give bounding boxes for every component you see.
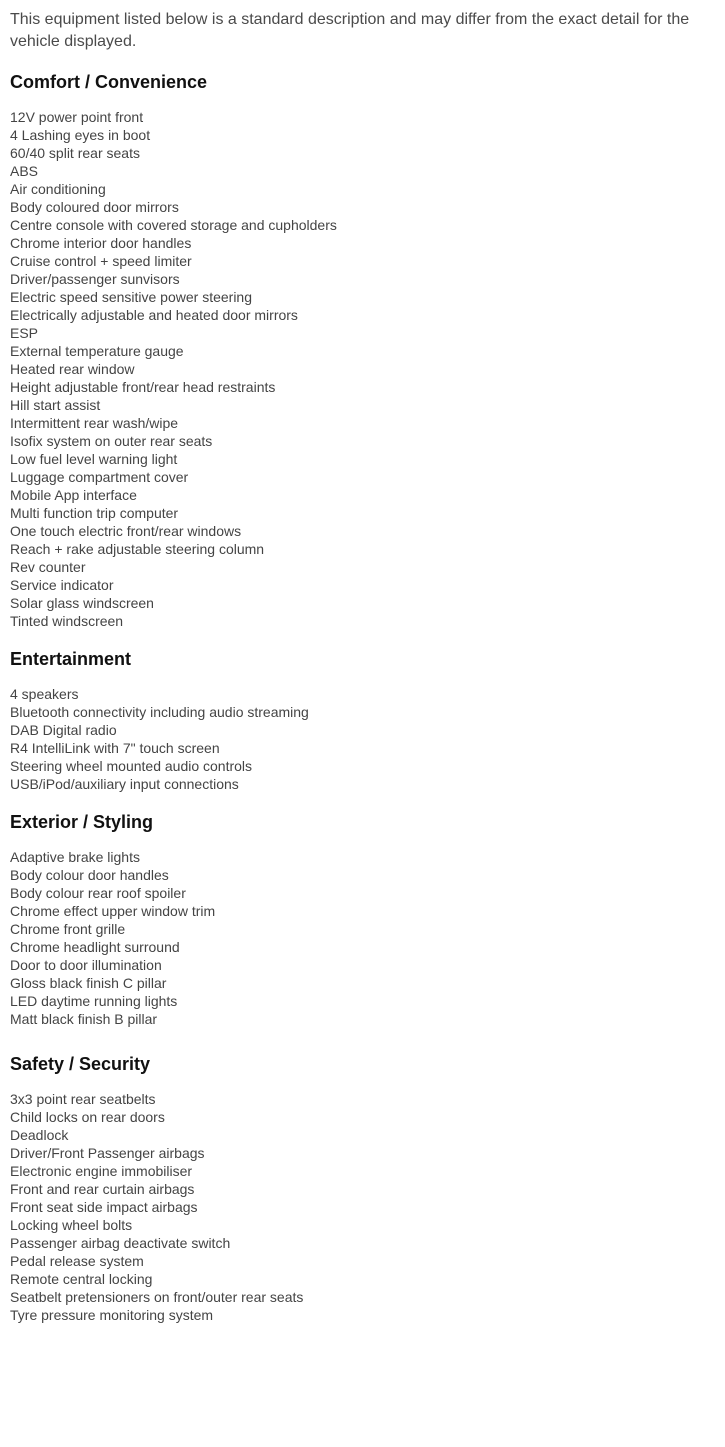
equipment-item: Chrome front grille — [10, 921, 126, 937]
equipment-item: Bluetooth connectivity including audio streaming — [10, 704, 309, 720]
equipment-item: Chrome headlight surround — [10, 939, 180, 955]
equipment-item: Mobile App interface — [10, 487, 137, 503]
equipment-item: Matt black finish B pillar — [10, 1011, 158, 1027]
equipment-item: Body colour door handles — [10, 867, 169, 883]
equipment-item: Chrome effect upper window trim — [10, 903, 216, 919]
equipment-item: Reach + rake adjustable steering column — [10, 541, 265, 557]
equipment-item: Driver/passenger sunvisors — [10, 271, 180, 287]
equipment-item: Seatbelt pretensioners on front/outer rear seats — [10, 1289, 304, 1305]
equipment-item: Driver/Front Passenger airbags — [10, 1145, 205, 1161]
equipment-item: 4 speakers — [10, 686, 79, 702]
equipment-item: Steering wheel mounted audio controls — [10, 758, 253, 774]
equipment-item: 12V power point front — [10, 109, 144, 125]
equipment-item: Front and rear curtain airbags — [10, 1181, 195, 1197]
equipment-item: Pedal release system — [10, 1253, 144, 1269]
equipment-item: Electrically adjustable and heated door mirrors — [10, 307, 298, 323]
equipment-item: Electric speed sensitive power steering — [10, 289, 253, 305]
equipment-item: Multi function trip computer — [10, 505, 179, 521]
equipment-item: Remote central locking — [10, 1271, 153, 1287]
equipment-item: Centre console with covered storage and cupholders — [10, 217, 337, 233]
equipment-item: ESP — [10, 325, 39, 341]
equipment-item: Door to door illumination — [10, 957, 162, 973]
equipment-list — [10, 108, 715, 630]
equipment-item: R4 IntelliLink with 7" touch screen — [10, 740, 220, 756]
equipment-item: Rev counter — [10, 559, 86, 575]
equipment-list — [10, 1090, 715, 1324]
equipment-item: DAB Digital radio — [10, 722, 117, 738]
equipment-item: Isofix system on outer rear seats — [10, 433, 213, 449]
equipment-item: Passenger airbag deactivate switch — [10, 1235, 231, 1251]
equipment-item: Locking wheel bolts — [10, 1217, 133, 1233]
equipment-item: Adaptive brake lights — [10, 849, 140, 865]
equipment-item: Luggage compartment cover — [10, 469, 189, 485]
equipment-item: Tyre pressure monitoring system — [10, 1307, 214, 1323]
equipment-item: One touch electric front/rear windows — [10, 523, 242, 539]
section-title: Comfort / Convenience — [10, 72, 208, 92]
equipment-item: 3x3 point rear seatbelts — [10, 1091, 156, 1107]
section-exterior-styling — [10, 811, 715, 1028]
equipment-item: Cruise control + speed limiter — [10, 253, 192, 269]
section-safety-security — [10, 1053, 715, 1324]
equipment-item: Height adjustable front/rear head restraints — [10, 379, 276, 395]
equipment-list — [10, 848, 715, 1028]
equipment-item: External temperature gauge — [10, 343, 184, 359]
equipment-item: Service indicator — [10, 577, 114, 593]
section-entertainment — [10, 648, 715, 793]
equipment-item: Solar glass windscreen — [10, 595, 154, 611]
equipment-item: Intermittent rear wash/wipe — [10, 415, 179, 431]
equipment-item: Electronic engine immobiliser — [10, 1163, 193, 1179]
section-comfort-convenience — [10, 71, 715, 630]
section-title: Exterior / Styling — [10, 812, 154, 832]
equipment-item: Tinted windscreen — [10, 613, 124, 629]
equipment-item: Chrome interior door handles — [10, 235, 192, 251]
equipment-item: 4 Lashing eyes in boot — [10, 127, 151, 143]
equipment-item: Child locks on rear doors — [10, 1109, 165, 1125]
equipment-item: 60/40 split rear seats — [10, 145, 140, 161]
equipment-item: LED daytime running lights — [10, 993, 178, 1009]
section-title: Safety / Security — [10, 1054, 151, 1074]
equipment-list — [10, 685, 715, 793]
section-title: Entertainment — [10, 649, 132, 669]
equipment-item: Front seat side impact airbags — [10, 1199, 198, 1215]
equipment-item: Heated rear window — [10, 361, 135, 377]
equipment-item: USB/iPod/auxiliary input connections — [10, 776, 239, 792]
equipment-item: Body colour rear roof spoiler — [10, 885, 186, 901]
intro-disclaimer: This equipment listed below is a standard description and may differ from the exact detail for the vehicle displayed. — [10, 11, 690, 50]
equipment-item: Low fuel level warning light — [10, 451, 178, 467]
equipment-item: Air conditioning — [10, 181, 106, 197]
equipment-item: ABS — [10, 163, 39, 179]
equipment-item: Hill start assist — [10, 397, 101, 413]
equipment-item: Deadlock — [10, 1127, 69, 1143]
equipment-item: Gloss black finish C pillar — [10, 975, 167, 991]
equipment-item: Body coloured door mirrors — [10, 199, 179, 215]
